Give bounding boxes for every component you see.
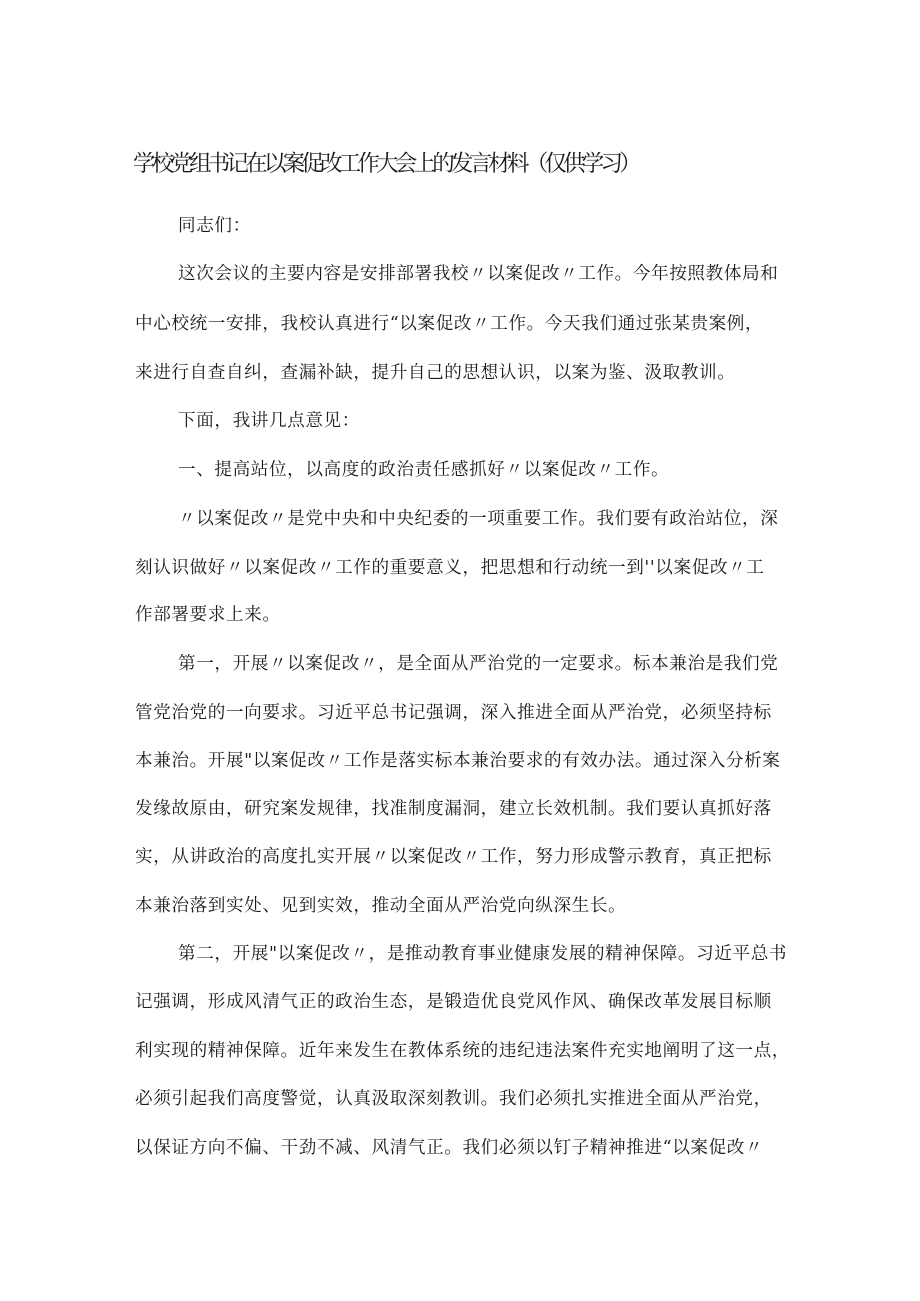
text-line: 作部署要求上来。	[135, 605, 281, 625]
text-line: 这次会议的主要内容是安排部署我校〃以案促改〃工作。今年按照教体局和	[178, 264, 779, 284]
text-line: 来进行自查自纠，查漏补缺，提升自己的思想认识，以案为鉴、汲取教训。	[135, 363, 736, 383]
salutation: 同志们：	[178, 216, 251, 236]
text-line: 刻认识做好〃以案促改〃工作的重要意义，把思想和行动统一到''以案促改〃工	[135, 558, 765, 578]
text-line: 记强调，形成风清气正的政治生态，是锻造优良党风作风、确保改革发展目标顺	[135, 992, 772, 1012]
text-line: 以保证方向不偏、干劲不减、风清气正。我们必须以钉子精神推进“以案促改〃	[135, 1138, 764, 1158]
text-line: 必须引起我们高度警觉，认真汲取深刻教训。我们必须扎实推进全面从严治党，	[135, 1089, 772, 1109]
text-line: 第一，开展〃以案促改〃，是全面从严治党的一定要求。标本兼治是我们党	[178, 654, 779, 674]
text-line: 实，从讲政治的高度扎实开展〃以案促改〃工作，努力形成警示教育，真正把标	[135, 847, 772, 867]
text-line: 利实现的精神保障。近年来发生在教体系统的违纪违法案件充实地阐明了这一点，	[135, 1041, 790, 1061]
document-title: 学校党组书记在以案促改工作大会上的发言材料（仅供学习）	[133, 151, 638, 177]
text-line: 本兼治。开展"以案促改〃工作是落实标本兼治要求的有效办法。通过深入分析案	[135, 751, 781, 771]
text-line: 中心校统一安排，我校认真进行“以案促改〃工作。今天我们通过张某贵案例，	[135, 314, 764, 334]
text-line: 〃以案促改〃是党中央和中央纪委的一项重要工作。我们要有政治站位，深	[178, 509, 779, 529]
text-line: 发缘故原由，研究案发规律，找准制度漏洞，建立长效机制。我们要认真抓好落	[135, 799, 772, 819]
text-line: 本兼治落到实处、见到实效，推动全面从严治党向纵深生长。	[135, 896, 627, 916]
text-line: 第二，开展"以案促改〃，是推动教育事业健康发展的精神保障。习近平总书	[178, 944, 788, 964]
text-line: 下面，我讲几点意见：	[178, 411, 360, 431]
text-line: 管党治党的一向要求。习近平总书记强调，深入推进全面从严治党，必须坚持标	[135, 703, 772, 723]
section-heading: 一、提高站位，以高度的政治责任感抓好〃以案促改〃工作。	[178, 460, 670, 480]
